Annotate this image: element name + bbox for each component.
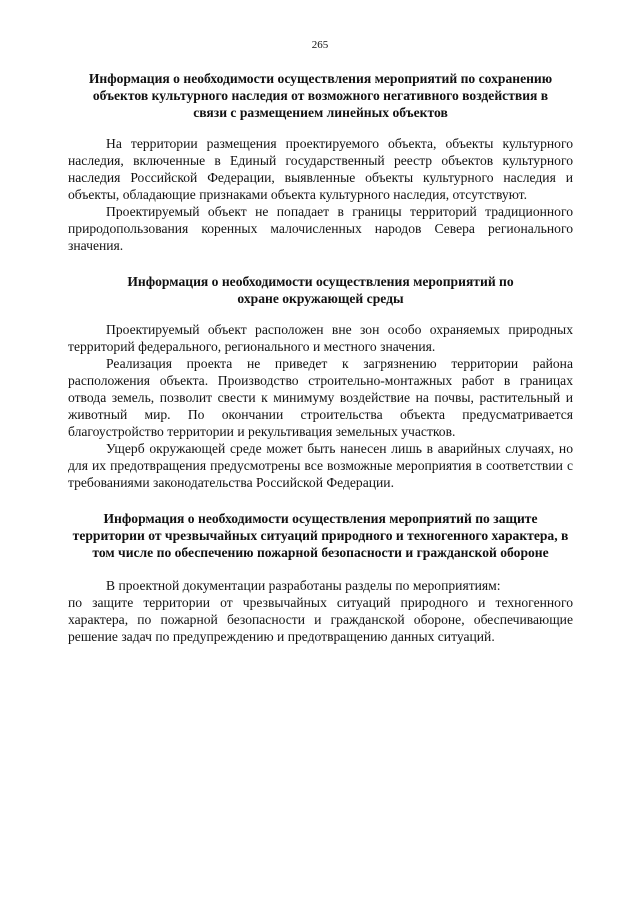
- paragraph: Проектируемый объект расположен вне зон особо охраняемых природных территорий федерального, регионального и местного значения.: [68, 322, 573, 354]
- paragraph: В проектной документации разработаны разделы по мероприятиям:: [106, 578, 501, 593]
- paragraph: На территории размещения проектируемого объекта, объекты культурного наследия, включенные в Единый государственный реестр объектов культурного наследия Российской Федерации, выявленные объекты культурного наследия и объекты, обладающие признаками объекта культурного наследия, отсутствуют.: [68, 136, 573, 202]
- section-heading: Информация о необходимости осуществления мероприятий по защите территории от чрезвычайных ситуаций природного и техногенного характера, в том числе по обеспечению пожарной безопасности и гражданской обороне: [72, 511, 569, 560]
- paragraph: Ущерб окружающей среде может быть нанесен лишь в аварийных случаях, но для их предотвращения предусмотрены все возможные мероприятия в соответствии с требованиями законодательства Российской Федерации.: [68, 441, 573, 490]
- section-cultural-heritage: [68, 70, 573, 254]
- page-content: [68, 70, 573, 645]
- paragraph: Реализация проекта не приведет к загрязнению территории района расположения объекта. Производство строительно-монтажных работ в границах отвода земель, позволит свести к минимуму воздействие на почвы, растительный и животный мир. По окончании строительства объекта предусматривается благоустройство территории и рекультивация земельных участков.: [68, 356, 573, 439]
- paragraph: Проектируемый объект не попадает в границы территорий традиционного природопользования коренных малочисленных народов Севера регионального значения.: [68, 204, 573, 253]
- paragraph: по защите территории от чрезвычайных ситуаций природного и техногенного характера, по пожарной безопасности и гражданской обороне, обеспечивающие решение задач по предупреждению и предотвращению данных ситуаций.: [68, 595, 573, 644]
- section-environmental-protection: [68, 273, 573, 491]
- section-emergency-protection: [68, 510, 573, 645]
- section-heading: Информация о необходимости осуществления мероприятий по сохранению объектов культурного наследия от возможного негативного воздействия в связи с размещением линейных объектов: [88, 71, 553, 120]
- section-heading: Информация о необходимости осуществления мероприятий по охране окружающей среды: [127, 274, 514, 306]
- page-number: 265: [311, 39, 329, 51]
